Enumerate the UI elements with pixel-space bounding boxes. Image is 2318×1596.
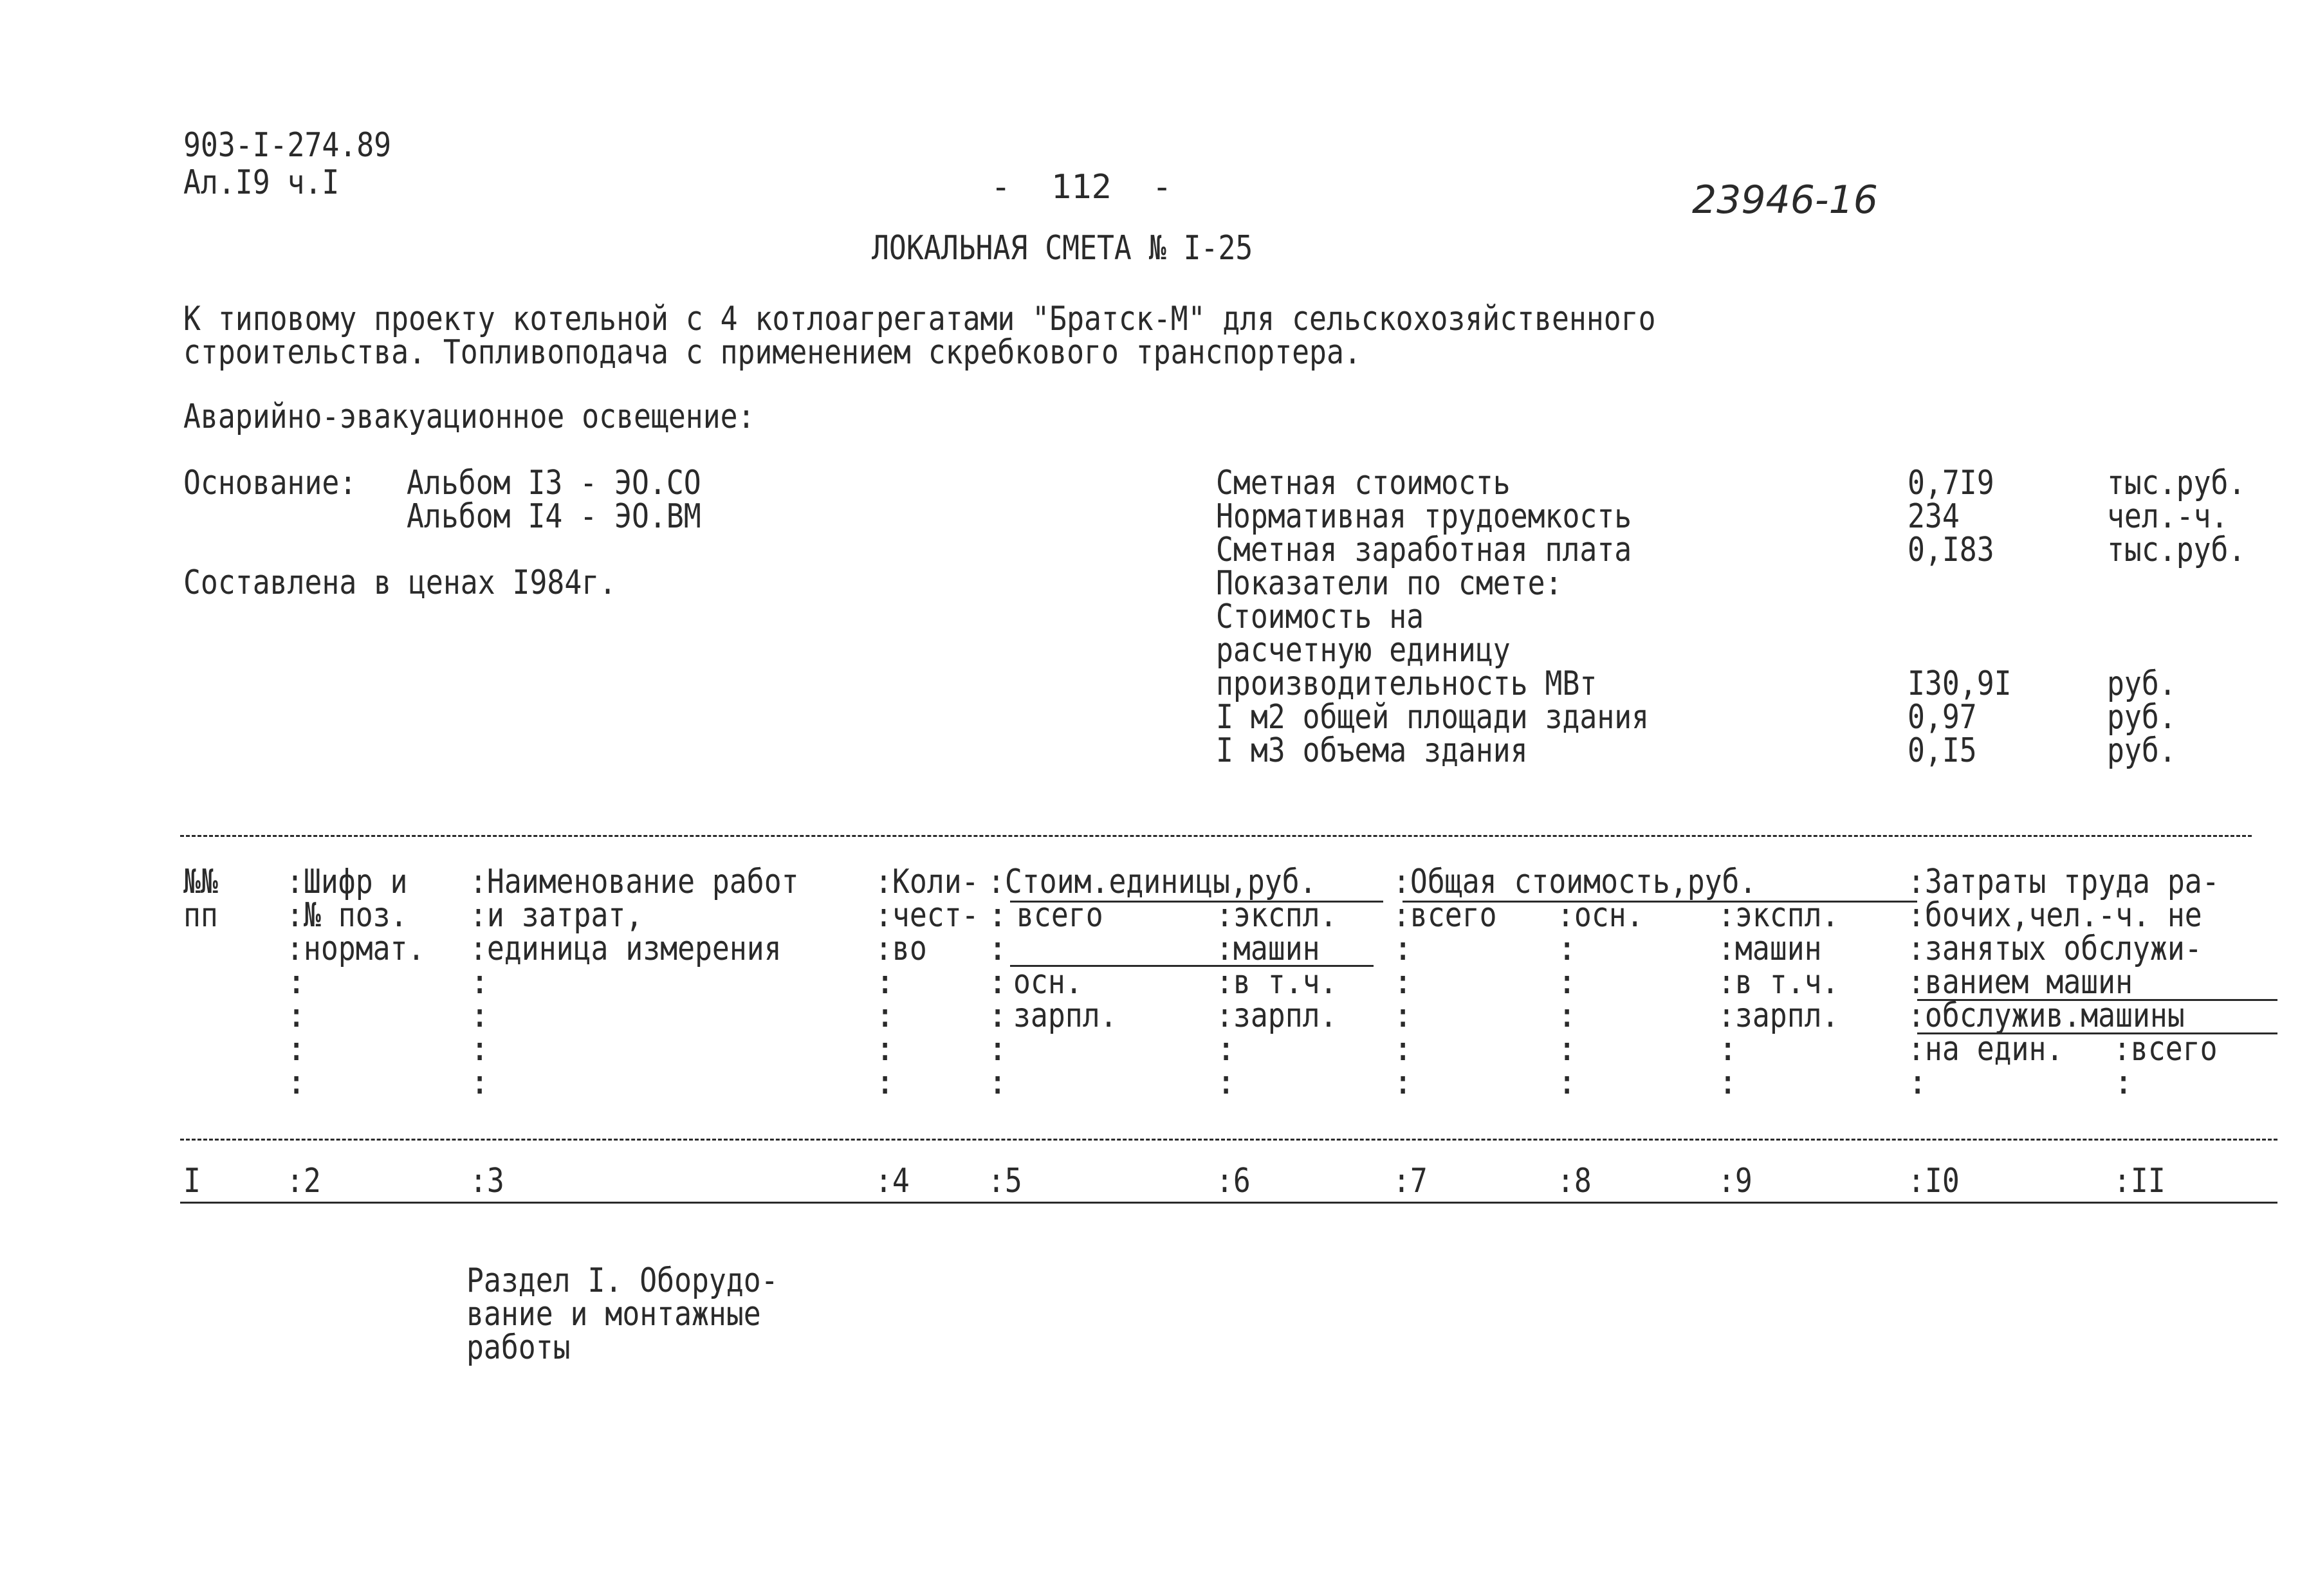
col2-header: :№ поз.: [286, 896, 408, 935]
labor-group-header: :ванием машин: [1908, 963, 2133, 1002]
column-separator: :: [2113, 1063, 2134, 1102]
col4-header: :во: [875, 930, 927, 968]
section-title-line: Раздел I. Оборудо-: [466, 1261, 778, 1300]
summary-unit: руб.: [2107, 698, 2176, 737]
col5-header: зарпл.: [1013, 996, 1118, 1035]
section-title-line: вание и монтажные: [466, 1295, 761, 1334]
labor-group-header: :Затраты труда ра-: [1908, 863, 2220, 901]
section-title-line: работы: [466, 1328, 571, 1367]
intro-line-2: строительства. Топливоподача с применением скребкового транспортера.: [183, 333, 1361, 372]
column-separator: : : : :: [286, 963, 307, 1102]
summary-unit: чел.-ч.: [2107, 497, 2229, 536]
summary-value: 0,I5: [1908, 731, 1977, 770]
column-numbers-bottom-rule: [180, 1202, 2277, 1204]
column-number: :7: [1393, 1162, 1428, 1200]
col2-header: :Шифр и: [286, 863, 408, 901]
column-separator: : : : : :: [1557, 930, 1578, 1102]
col7-header: :всего: [1393, 896, 1497, 935]
summary-unit: тыс.руб.: [2107, 464, 2246, 502]
summary-value: 234: [1908, 497, 1960, 536]
col9-header: :экспл.: [1718, 896, 1839, 935]
basis-label: Основание:: [183, 464, 357, 502]
summary-value: 0,7I9: [1908, 464, 1994, 502]
col9-header: :зарпл.: [1718, 996, 1839, 1035]
summary-label: расчетную единицу: [1216, 631, 1511, 670]
summary-label: Показатели по смете:: [1216, 564, 1563, 603]
col3-header: :единица измерения: [470, 930, 782, 968]
basis-album-1: Альбом I3 - ЭО.СО: [407, 464, 701, 502]
column-separator: : : : : :: [1393, 930, 1413, 1102]
summary-label: I м2 общей площади здания: [1216, 698, 1650, 737]
col9-header: :машин: [1718, 930, 1822, 968]
summary-label: Нормативная трудоемкость: [1216, 497, 1632, 536]
col4-header: :чест-: [875, 896, 979, 935]
column-number: :8: [1557, 1162, 1592, 1200]
column-number: :6: [1216, 1162, 1251, 1200]
document-title: ЛОКАЛЬНАЯ СМЕТА № I-25: [872, 229, 1253, 268]
column-separator: : :: [1216, 1030, 1237, 1102]
col1-header: пп: [183, 896, 218, 935]
col3-header: :и затрат,: [470, 896, 643, 935]
column-number: :5: [988, 1162, 1022, 1200]
column-separator: : :: [1718, 1030, 1738, 1102]
summary-unit: руб.: [2107, 665, 2176, 703]
col10-header: :на един.: [1908, 1030, 2064, 1069]
inventory-number: 23946-16: [1692, 178, 1878, 223]
table-top-rule: [180, 835, 2252, 837]
col1-header: №№: [183, 863, 218, 901]
labor-group-header: :обслужив.машины: [1908, 996, 2185, 1035]
column-number: :II: [2113, 1162, 2166, 1200]
column-number: :4: [875, 1162, 910, 1200]
column-separator: : : : :: [875, 963, 896, 1102]
summary-unit: руб.: [2107, 731, 2176, 770]
summary-label: I м3 объема здания: [1216, 731, 1528, 770]
column-separator: :: [988, 996, 1008, 1035]
unit-cost-group-header: :Стоим.единицы,руб.: [988, 863, 1317, 901]
col4-header: :Коли-: [875, 863, 979, 901]
col9-header: :в т.ч.: [1718, 963, 1839, 1002]
col5-header: всего: [1016, 896, 1103, 935]
price-level: Составлена в ценах I984г.: [183, 564, 617, 602]
col3-header: :Наименование работ: [470, 863, 799, 901]
summary-label: производительность МВт: [1216, 665, 1597, 703]
column-separator: : :: [988, 1030, 1008, 1102]
col6-header: :зарпл.: [1216, 996, 1338, 1035]
col11-header: :всего: [2113, 1030, 2218, 1069]
column-separator: :: [988, 963, 1008, 1002]
doc-code: 903-I-274.89: [183, 126, 392, 165]
column-separator: : : : :: [470, 963, 490, 1102]
estimate-subject: Аварийно-эвакуационное освещение:: [183, 398, 755, 436]
summary-value: 0,I83: [1908, 531, 1994, 569]
column-separator: :: [988, 930, 1008, 968]
column-number: :3: [470, 1162, 504, 1200]
column-separator: :: [1908, 1063, 1928, 1102]
labor-group-header: :бочих,чел.-ч. не: [1908, 896, 2202, 935]
summary-label: Сметная заработная плата: [1216, 531, 1632, 569]
col8-header: :осн.: [1557, 896, 1644, 935]
col6-header: :экспл.: [1216, 896, 1338, 935]
column-number: :I0: [1908, 1162, 1960, 1200]
summary-value: 0,97: [1908, 698, 1977, 737]
column-number: :2: [286, 1162, 321, 1200]
summary-label: Сметная стоимость: [1216, 464, 1511, 502]
summary-value: I30,9I: [1908, 665, 2012, 703]
col6-header: :машин: [1216, 930, 1320, 968]
column-number: :9: [1718, 1162, 1752, 1200]
intro-line-1: К типовому проекту котельной с 4 котлоагрегатами "Братск-М" для сельскохозяйственного: [183, 300, 1656, 338]
total-cost-group-header: :Общая стоимость,руб.: [1393, 863, 1757, 901]
album-sheet: Ал.I9 ч.I: [183, 163, 340, 202]
column-separator: :: [988, 896, 1008, 935]
basis-album-2: Альбом I4 - ЭО.ВМ: [407, 497, 701, 536]
col2-header: :нормат.: [286, 930, 425, 968]
col6-header: :в т.ч.: [1216, 963, 1338, 1002]
summary-label: Стоимость на: [1216, 598, 1424, 636]
column-number: I: [183, 1162, 201, 1200]
header-bottom-rule: [180, 1139, 2277, 1141]
summary-unit: тыс.руб.: [2107, 531, 2246, 569]
labor-group-header: :занятых обслужи-: [1908, 930, 2202, 968]
page-number: - 112 -: [991, 168, 1172, 206]
col5-header: осн.: [1013, 963, 1083, 1002]
